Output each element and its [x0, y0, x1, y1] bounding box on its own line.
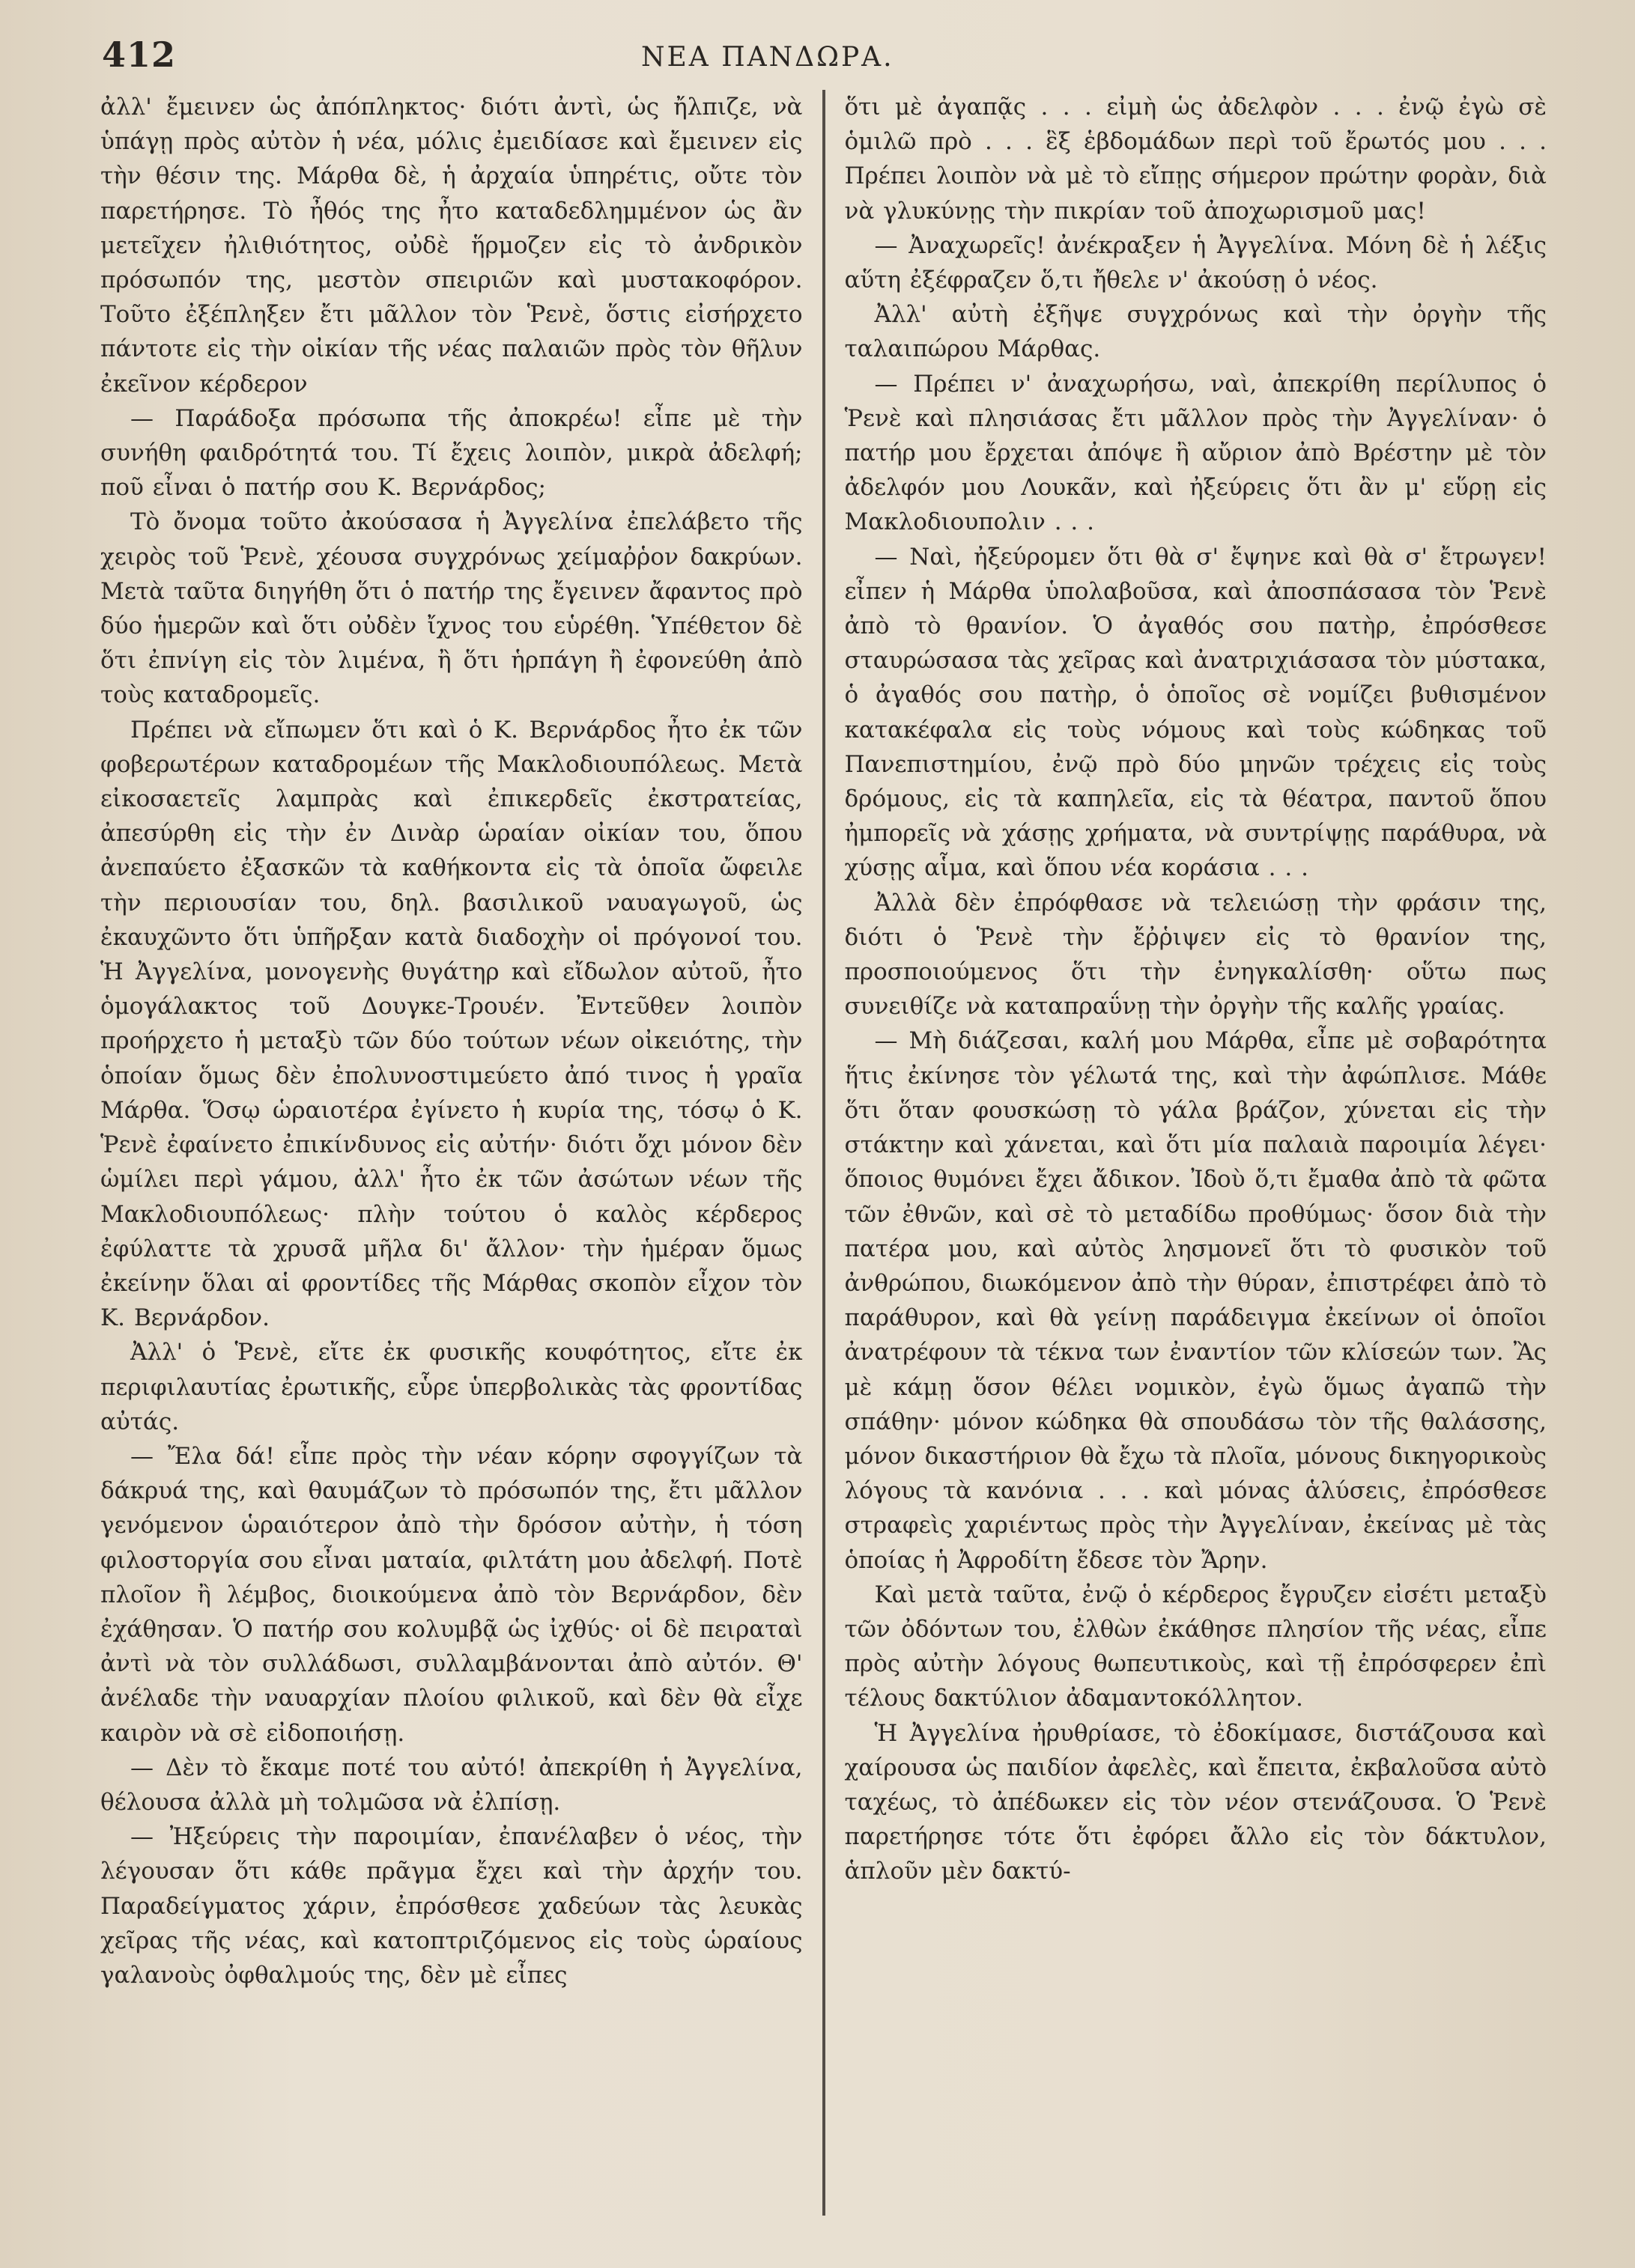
text-columns: [100, 90, 1547, 2216]
left-paragraph-7: — Δὲν τὸ ἔκαμε ποτέ του αὐτό! ἀπεκρίθη ἡ Ἀγγελίνα, θέλουσα ἀλλὰ μὴ τολμῶσα νὰ ἐλπίσῃ.: [100, 1754, 803, 1816]
right-paragraph-7: — Μὴ διάζεσαι, καλή μου Μάρθα, εἶπε μὲ σοβαρότητα ἥτις ἐκίνησε τὸν γέλωτά της, καὶ τὴν ἀφώπλισε. Μάθε ὅτι ὅταν φουσκώσῃ τὸ γάλα βράζον, χύνεται εἰς τὴν στάκτην καὶ χάνεται, καὶ ὅτι μία παλαιὰ παροιμία λέγει· ὅποιος θυμόνει ἔχει ἄδικον. Ἰδοὺ ὅ,τι ἔμαθα ἀπὸ τὰ φῶτα τῶν ἐθνῶν, καὶ σὲ τὸ μεταδίδω προθύμως· ὅσον διὰ τὴν πατέρα μου, καὶ αὐτὸς λησμονεῖ ὅτι τὸ φυσικὸν τοῦ ἀνθρώπου, διωκόμενον ἀπὸ τὴν θύραν, ἐπιστρέφει ἀπὸ τὸ παράθυρον, καὶ θὰ γείνῃ παράδειγμα ἐκείνων οἱ ὁποῖοι ἀνατρέφουν τὰ τέκνα των ἐναντίον τῶν κλίσεών των. Ἂς μὲ κάμῃ ὅσον θέλει νομικὸν, ἐγὼ ὅμως ἀγαπῶ τὴν σπάθην· μόνον κώδηκα θὰ σπουδάσω τὸν τῆς θαλάσσης, μόνον δικαστήριον θὰ ἔχω τὰ πλοῖα, μόνους δικηγορικοὺς λόγους τὰ κανόνια . . . καὶ μόνας ἁλύσεις, ἐπρόσθεσε στραφεὶς χαριέντως πρὸς τὴν Ἀγγελίναν, ἐκείνας μὲ τὰς ὁποίας ἡ Ἀφροδίτη ἔδεσε τὸν Ἄρην.: [844, 1027, 1547, 1574]
column-divider: [822, 90, 825, 2216]
page-number: 412: [102, 34, 177, 75]
right-paragraph-3: Ἀλλ' αὐτὴ ἐξῆψε συγχρόνως καὶ τὴν ὀργὴν τῆς ταλαιπώρου Μάρθας.: [844, 301, 1547, 363]
left-paragraph-5: Ἀλλ' ὁ Ῥενὲ, εἴτε ἐκ φυσικῆς κουφότητος, εἴτε ἐκ περιφιλαυτίας ἐρωτικῆς, εὗρε ὑπερβολικὰς τὰς φροντίδας αὐτάς.: [100, 1339, 803, 1435]
right-paragraph-2: — Ἀναχωρεῖς! ἀνέκραξεν ἡ Ἀγγελίνα. Μόνη δὲ ἡ λέξις αὕτη ἐξέφραζεν ὅ,τι ἤθελε ν' ἀκούσῃ ὁ νέος.: [844, 231, 1547, 294]
right-paragraph-1: ὅτι μὲ ἀγαπᾷς . . . εἰμὴ ὡς ἀδελφὸν . . . ἐνῷ ἐγὼ σὲ ὁμιλῶ πρὸ . . . ἓξ ἑβδομάδων περὶ τοῦ ἔρωτός μου . . . Πρέπει λοιπὸν νὰ μὲ τὸ εἴπῃς σήμερον πρώτην φορὰν, διὰ νὰ γλυκύνῃς τὴν πικρίαν τοῦ ἀποχωρισμοῦ μας!: [844, 94, 1547, 225]
left-paragraph-4: Πρέπει νὰ εἴπωμεν ὅτι καὶ ὁ Κ. Βερνάρδος ἦτο ἐκ τῶν φοβερωτέρων καταδρομέων τῆς Μακλοδιουπόλεως. Μετὰ εἰκοσαετεῖς λαμπρὰς καὶ ἐπικερδεῖς ἐκστρατείας, ἀπεσύρθη εἰς τὴν ἐν Δινὰρ ὡραίαν οἰκίαν του, ὅπου ἀνεπαύετο ἐξασκῶν τὰ καθήκοντα εἰς τὰ ὁποῖα ὤφειλε τὴν περιουσίαν του, δηλ. βασιλικοῦ ναυαγωγοῦ, ὡς ἐκαυχῶντο ὅτι ὑπῆρξαν κατὰ διαδοχὴν οἱ πρόγονοί του. Ἡ Ἀγγελίνα, μονογενὴς θυγάτηρ καὶ εἴδωλον αὐτοῦ, ἦτο ὁμογάλακτος τοῦ Δουγκε-Τρουέν. Ἐντεῦθεν λοιπὸν προήρχετο ἡ μεταξὺ τῶν δύο τούτων νέων οἰκειότης, τὴν ὁποίαν ὅμως δὲν ἐπολυνοστιμεύετο ἀπό τινος ἡ γραῖα Μάρθα. Ὅσῳ ὡραιοτέρα ἐγίνετο ἡ κυρία της, τόσῳ ὁ Κ. Ῥενὲ ἐφαίνετο ἐπικίνδυνος εἰς αὐτήν· διότι ὄχι μόνον δὲν ὡμίλει περὶ γάμου, ἀλλ' ἦτο ἐκ τῶν ἀσώτων νέων τῆς Μακλοδιουπόλεως· πλὴν τούτου ὁ καλὸς κέρδερος ἐφύλαττε τὰ χρυσᾶ μῆλα δι' ἄλλον· τὴν ἡμέραν ὅμως ἐκείνην ὅλαι αἱ φροντίδες τῆς Μάρθας σκοπὸν εἶχον τὸν Κ. Βερνάρδον.: [100, 716, 803, 1332]
left-paragraph-8: — Ἠξεύρεις τὴν παροιμίαν, ἐπανέλαβεν ὁ νέος, τὴν λέγουσαν ὅτι κάθε πρᾶγμα ἔχει καὶ τὴν ἀρχήν του. Παραδείγματος χάριν, ἐπρόσθεσε χαδεύων τὰς λευκὰς χεῖρας τῆς νέας, καὶ κατοπτριζόμενος εἰς τοὺς ὡραίους γαλανοὺς ὀφθαλμούς της, δὲν μὲ εἶπες: [100, 1823, 803, 1989]
right-paragraph-6: Ἀλλὰ δὲν ἐπρόφθασε νὰ τελειώσῃ τὴν φράσιν της, διότι ὁ Ῥενὲ τὴν ἔῤῥιψεν εἰς τὸ θρανίον της, προσποιούμενος ὅτι τὴν ἐνηγκαλίσθη· οὕτω πως συνειθίζε νὰ καταπραΰνῃ τὴν ὀργὴν τῆς καλῆς γραίας.: [844, 889, 1547, 1021]
right-paragraph-9: Ἡ Ἀγγελίνα ἠρυθρίασε, τὸ ἐδοκίμασε, διστάζουσα καὶ χαίρουσα ὡς παιδίον ἀφελὲς, καὶ ἔπειτα, ἐκβαλοῦσα αὐτὸ ταχέως, τὸ ἀπέδωκεν εἰς τὸν νέον στενάζουσα. Ὁ Ῥενὲ παρετήρησε τότε ὅτι ἐφόρει ἄλλο εἰς τὸν δάκτυλον, ἁπλοῦν μὲν δακτύ-: [844, 1719, 1547, 1885]
right-paragraph-5: — Ναὶ, ἠξεύρομεν ὅτι θὰ σ' ἔψηνε καὶ θὰ σ' ἔτρωγεν! εἶπεν ἡ Μάρθα ὑπολαβοῦσα, καὶ ἀποσπάσασα τὸν Ῥενὲ ἀπὸ τὸ θρανίον. Ὁ ἀγαθός σου πατὴρ, ἐπρόσθεσε σταυρώσασα τὰς χεῖρας καὶ ἀνατριχιάσασα τὸν μύστακα, ὁ ἀγαθός σου πατὴρ, ὁ ὁποῖος σὲ νομίζει βυθισμένον κατακέφαλα εἰς τοὺς νόμους καὶ τοὺς κώδηκας τοῦ Πανεπιστημίου, ἐνῷ πρὸ δύο μηνῶν τρέχεις εἰς τοὺς δρόμους, εἰς τὰ καπηλεῖα, εἰς τὰ θέατρα, παντοῦ ὅπου ἠμπορεῖς νὰ χάσῃς χρήματα, νὰ συντρίψῃς παράθυρα, νὰ χύσῃς αἷμα, καὶ ὅπου νέα κοράσια . . .: [844, 543, 1547, 882]
page-header: [102, 30, 1545, 82]
left-paragraph-6: — Ἔλα δά! εἶπε πρὸς τὴν νέαν κόρην σφογγίζων τὰ δάκρυά της, καὶ θαυμάζων τὸ πρόσωπόν της, ἔτι μᾶλλον γενόμενον ὡραιότερον ἀπὸ τὴν δρόσον αὐτὴν, ἡ τόση φιλοστοργία σου εἶναι ματαία, φιλτάτη μου ἀδελφή. Ποτὲ πλοῖον ἢ λέμβος, διοικούμενα ἀπὸ τὸν Βερνάρδον, δὲν ἐχάθησαν. Ὁ πατήρ σου κολυμβᾷ ὡς ἰχθύς· οἱ δὲ πειραταὶ ἀντὶ νὰ τὸν συλλάδωσι, συλλαμβάνονται ἀπὸ αὐτόν. Θ' ἀνέλαδε τὴν ναυαρχίαν πλοίου φιλικοῦ, καὶ δὲν θὰ εἶχε καιρὸν νὰ σὲ εἰδοποιήσῃ.: [100, 1442, 803, 1747]
left-paragraph-2: — Παράδοξα πρόσωπα τῆς ἀποκρέω! εἶπε μὲ τὴν συνήθη φαιδρότητά του. Τί ἔχεις λοιπὸν, μικρὰ ἀδελφή; ποῦ εἶναι ὁ πατήρ σου Κ. Βερνάρδος;: [100, 404, 803, 502]
running-title: ΝΕΑ ΠΑΝΔΩΡΑ.: [641, 42, 894, 73]
right-paragraph-4: — Πρέπει ν' ἀναχωρήσω, ναὶ, ἀπεκρίθη περίλυπος ὁ Ῥενὲ καὶ πλησιάσας ἔτι μᾶλλον πρὸς τὴν Ἀγγελίναν· ὁ πατήρ μου ἔρχεται ἀπόψε ἢ αὔριον ἀπὸ Βρέστην μὲ τὸν ἀδελφόν μου Λουκᾶν, καὶ ἠξεύρεις ὅτι ἂν μ' εὕρῃ εἰς Μακλοδιουπολιν . . .: [844, 370, 1547, 536]
left-column: [100, 90, 822, 2216]
right-column: [825, 90, 1547, 2216]
left-paragraph-3: Τὸ ὄνομα τοῦτο ἀκούσασα ἡ Ἀγγελίνα ἐπελάβετο τῆς χειρὸς τοῦ Ῥενὲ, χέουσα συγχρόνως χείμαῤῥον δακρύων. Μετὰ ταῦτα διηγήθη ὅτι ὁ πατήρ της ἔγεινεν ἄφαντος πρὸ δύο ἡμερῶν καὶ ὅτι οὐδὲν ἴχνος του εὑρέθη. Ὑπέθετον δὲ ὅτι ἐπνίγη εἰς τὸν λιμένα, ἢ ὅτι ἡρπάγη ἢ ἐφονεύθη ἀπὸ τοὺς καταδρομεῖς.: [100, 508, 803, 709]
right-paragraph-8: Καὶ μετὰ ταῦτα, ἐνῷ ὁ κέρδερος ἔγρυζεν εἰσέτι μεταξὺ τῶν ὀδόντων του, ἐλθὼν ἐκάθησε πλησίον τῆς νέας, εἶπε πρὸς αὐτὴν λόγους θωπευτικοὺς, καὶ τῇ ἐπρόσφερεν ἐπὶ τέλους δακτύλιον ἀδαμαντοκόλλητον.: [844, 1581, 1547, 1712]
left-paragraph-1: ἀλλ' ἔμεινεν ὡς ἀπόπληκτος· διότι ἀντὶ, ὡς ἤλπιζε, νὰ ὑπάγῃ πρὸς αὐτὸν ἡ νέα, μόλις ἐμειδίασε καὶ ἔμεινεν εἰς τὴν θέσιν της. Μάρθα δὲ, ἡ ἀρχαία ὑπηρέτις, οὔτε τὸν παρετήρησε. Τὸ ἦθός της ἦτο καταδεδλημμένον ὡς ἂν μετεῖχεν ἠλιθιότητος, οὐδὲ ἥρμοζεν εἰς τὸ ἀνδρικὸν πρόσωπόν της, μεστὸν σπειριῶν καὶ μυστακοφόρον. Τοῦτο ἐξέπληξεν ἔτι μᾶλλον τὸν Ῥενὲ, ὅστις εἰσήρχετο πάντοτε εἰς τὴν οἰκίαν τῆς νέας παλαιῶν πρὸς τὸν θῆλυν ἐκεῖνον κέρδερον: [100, 94, 803, 398]
